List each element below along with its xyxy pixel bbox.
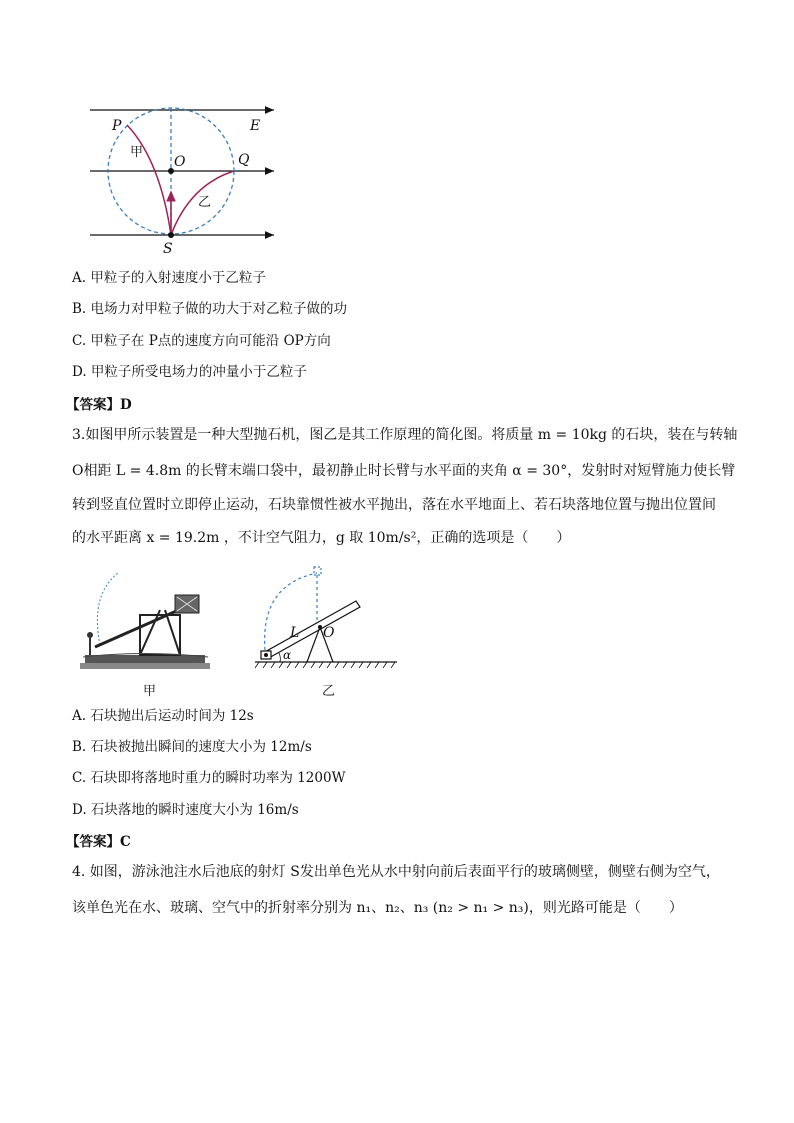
q3-stem-line4: 的水平距离 x = 19.2m ，不计空气阻力，g 取 10m/s²，正确的选项是（ ） [72, 530, 571, 546]
label-O: O [174, 154, 186, 170]
q2-option-d: D. 甲粒子所受电场力的冲量小于乙粒子 [72, 364, 307, 380]
caption-jia: 甲 [143, 684, 157, 699]
caption-yi: 乙 [322, 684, 336, 699]
q3-option-c: C. 石块即将落地时重力的瞬时功率为 1200W [72, 770, 346, 786]
q4-stem-line1: 4. 如图，游泳池注水后池底的射灯 S发出单色光从水中射向前后表面平行的玻璃侧壁，侧壁右侧为空气， [72, 864, 720, 880]
trajectory-jia [127, 125, 171, 235]
catapult-illustration [80, 565, 210, 680]
q2-answer: 【答案】D [66, 397, 132, 413]
label-yi: 乙 [198, 195, 212, 210]
q3-stem-line3: 转到竖直位置时立即停止运动，石块靠惯性被水平抛出，落在水平地面上、若石块落地位置与抛出位置间 [72, 497, 716, 513]
label-O-2: O [323, 625, 335, 641]
label-E: E [250, 118, 261, 134]
q3-answer: 【答案】C [66, 834, 131, 850]
q3-option-d: D. 石块落地的瞬时速度大小为 16m/s [72, 802, 299, 818]
q3-stem-line2: O相距 L = 4.8m 的长臂末端口袋中，最初静止时长臂与水平面的夹角 α = 30°，发射时对短臂施力使长臂 [72, 463, 736, 479]
point-S [168, 232, 174, 238]
q3-option-a: A. 石块抛出后运动时间为 12s [72, 708, 254, 724]
q2-option-b: B. 电场力对甲粒子做的功大于对乙粒子做的功 [72, 301, 348, 317]
q3-stem-line1: 3.如图甲所示装置是一种大型抛石机，图乙是其工作原理的简化图。将质量 m = 10kg 的石块，装在与转轴 [72, 427, 738, 443]
label-P: P [112, 118, 122, 134]
label-jia: 甲 [130, 145, 144, 160]
q2-option-a: A. 甲粒子的入射速度小于乙粒子 [72, 270, 266, 286]
q2-option-c: C. 甲粒子在 P点的速度方向可能沿 OP方向 [72, 333, 331, 349]
q3-option-b: B. 石块被抛出瞬间的速度大小为 12m/s [72, 739, 312, 755]
label-L: L [290, 625, 300, 641]
label-S: S [163, 241, 173, 257]
label-alpha: α [283, 648, 292, 662]
label-Q: Q [238, 152, 250, 168]
field-diagram [90, 100, 290, 260]
q4-stem-line2: 该单色光在水、玻璃、空气中的折射率分别为 n₁、n₂、n₃ (n₂ > n₁ > n₃)，则光路可能是（ ） [72, 900, 683, 916]
catapult-diagram [255, 565, 400, 670]
